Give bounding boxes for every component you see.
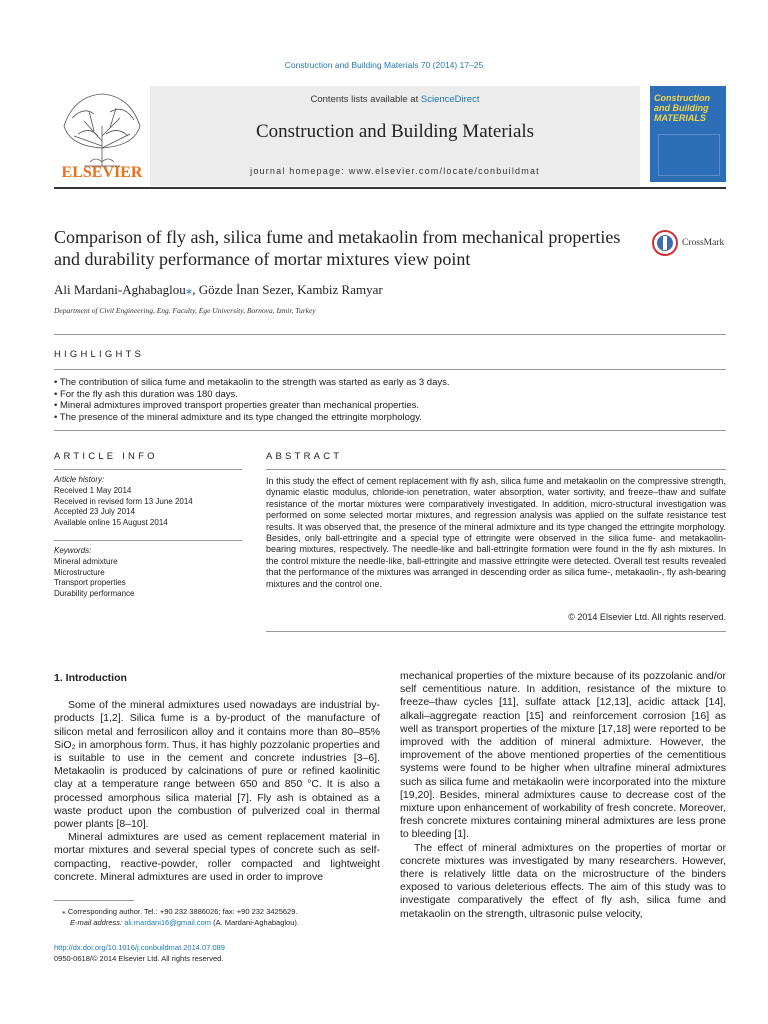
corresponding-author-mark[interactable]: ⁎ — [185, 282, 193, 297]
doi-block: http://dx.doi.org/10.1016/j.conbuildmat.2014.07.089 0950-0618/© 2014 Elsevier Ltd. All rights reserved. — [54, 943, 225, 963]
paragraph: Some of the mineral admixtures used nowadays are industrial by-products [1,2]. Silica fume is a by-product of the manufacture of silicon metal and ferrosilicon alloy and it contains more than 80–85% SiO₂ in amorphous form. Thus, it has highly pozzolanic properties and is suitable to use in the cement and concrete industries [3–6]. Metakaolin is produced by calcinations of pure or refined kaolinitic clay at a temperature range between 650 and 850 °C. It is also a processed amorphous silica material [7]. Fly ash is obtained as a waste product upon the combustion of pulverized coal in thermal power plants [8–10]. — [54, 699, 380, 831]
list-item: Durability performance — [54, 589, 135, 599]
right-column — [400, 670, 726, 921]
article-history: Article history: Received 1 May 2014 Received in revised form 13 June 2014 Accepted 23 July 2014 Available online 15 August 2014 — [54, 475, 242, 529]
cover-pattern — [658, 134, 720, 176]
crossmark-icon — [652, 230, 678, 256]
divider — [54, 540, 242, 541]
affiliation: Department of Civil Engineering, Eng. Faculty, Ege University, Bornova, Izmir, Turkey — [54, 306, 316, 315]
crossmark-badge[interactable] — [652, 230, 725, 261]
left-column — [54, 672, 380, 884]
list-item: • Mineral admixtures improved transport properties greater than mechanical properties. — [54, 400, 420, 412]
header-rule — [54, 187, 726, 189]
article-info-heading: ARTICLE INFO — [54, 451, 158, 462]
footnote-rule — [54, 900, 134, 901]
divider — [54, 334, 726, 335]
list-item: Accepted 23 July 2014 — [54, 507, 135, 517]
highlights-list — [54, 377, 734, 423]
list-item: Received in revised form 13 June 2014 — [54, 496, 193, 506]
email-link[interactable]: ali.mardani16@gmail.com — [124, 918, 212, 927]
highlights-heading: HIGHLIGHTS — [54, 349, 145, 360]
publisher-logo-text: ELSEVIER — [61, 164, 143, 181]
list-item: • For the fly ash this duration was 180 days. — [54, 388, 238, 400]
journal-homepage[interactable]: journal homepage: www.elsevier.com/locate/conbuildmat — [250, 166, 540, 176]
paragraph: mechanical properties of the mixture because of its pozzolanic and/or self cementitious nature. In addition, resistance of the mixture to freeze–thaw cycles [11], sulfate attack [12,13], acidic attack [14], alkali–aggregate reaction [15] and reinforcement corrosion [16] as well as transport properties of the mixture [17,18] were reported to be improved with the addition of mineral admixture. However, the improvement of the above mentioned properties of the cementitious systems were found to be higher when ultrafine mineral admixtures such as silica fume and metakaolin were incorporated into the mixture [19,20]. Besides, mineral admixtures cause to decrease cost of the mixture upon enhancement of workability of fresh concrete. Moreover, fresh concrete mixtures containing mineral admixtures are less prone to bleeding [1]. — [400, 670, 726, 841]
abstract-text: In this study the effect of cement replacement with fly ash, silica fume and metakaolin on the compressive strength, dynamic elastic modulus, chloride-ion penetration, water absorption, water sortivity, and freeze–thaw and sulfate resistance of the mortar mixtures were comparatively investigated. In addition, micro-structural investigation was performed on some selected mortar mixtures, and regression analysis was applied on the sulfate resistance test results. It was observed that, the presence of the mineral admixture and its type changed the ettringite morphology. Besides, only ball-ettringite and a special type of ettringite were observed in the silica fume- and metakaolin-bearing mixtures, respectively. The needle-like and ball-ettringite formation were found in the fly ash mixtures. In the control mixture the needle-like, ball-ettringite and massive ettringite were detected. Overall test results revealed that the performance of the mixtures was arranged in descending order as silica fume-, metakaolin-, fly ash-bearing mixtures and the control one. — [266, 476, 726, 589]
divider — [266, 469, 726, 470]
list-item: Transport properties — [54, 578, 126, 588]
doi-link[interactable]: http://dx.doi.org/10.1016/j.conbuildmat.2014.07.089 — [54, 943, 225, 952]
elsevier-logo[interactable] — [54, 86, 150, 186]
journal-title: Construction and Building Materials — [255, 121, 535, 142]
list-item: Received 1 May 2014 — [54, 485, 132, 495]
list-item: Mineral admixture — [54, 556, 118, 566]
abstract-copyright: © 2014 Elsevier Ltd. All rights reserved. — [568, 612, 726, 622]
cover-title: Construction and Building MATERIALS — [654, 93, 710, 123]
section-heading: 1. Introduction — [54, 672, 127, 684]
list-item: • The presence of the mineral admixture and its type changed the ettringite morphology. — [54, 411, 422, 423]
list-item: Microstructure — [54, 567, 105, 577]
list-item: • The contribution of silica fume and metakaolin to the strength was started as early as 3 days. — [54, 377, 450, 388]
crossmark-label: CrossMark — [682, 238, 725, 248]
keywords: Keywords: Mineral admixture Microstructure Transport properties Durability performance — [54, 546, 242, 600]
article-title: Comparison of fly ash, silica fume and metakaolin from mechanical properties and durability performance of mortar mixtures view point — [54, 227, 621, 269]
sciencedirect-link[interactable]: ScienceDirect — [420, 94, 480, 105]
author-list: Ali Mardani-Aghabaglou⁎, Gözde İnan Sezer, Kambiz Ramyar — [54, 282, 383, 297]
divider — [54, 369, 726, 370]
journal-reference[interactable]: Construction and Building Materials 70 (2014) 17–25 — [284, 60, 484, 70]
divider — [54, 430, 726, 431]
contents-line: Contents lists available at ScienceDirect — [310, 94, 480, 105]
list-item: Available online 15 August 2014 — [54, 518, 168, 528]
divider — [266, 631, 726, 632]
divider — [54, 469, 242, 470]
paragraph: Mineral admixtures are used as cement replacement material in mortar mixtures and several special types of concrete such as self-compacting, reactive-powder, roller compacted and lightweight concrete. Mineral admixtures are used in order to improve — [54, 831, 380, 883]
paragraph: The effect of mineral admixtures on the properties of mortar or concrete mixtures was investigated by many researchers. However, there is relatively little data on the microstructure of the binders exposed to various deleterious effects. The aim of this study was to investigate comparatively the effect of fly ash, silica fume and metakaolin on the strength, ultrasonic pulse velocity, — [400, 841, 726, 920]
abstract-heading: ABSTRACT — [266, 451, 343, 462]
footnote: ⁎ Corresponding author. Tel.: +90 232 3886026; fax: +90 232 3425629. E-mail address: ali.mardani16@gmail.com (A. Mardani-Aghabaglou). — [62, 907, 299, 927]
